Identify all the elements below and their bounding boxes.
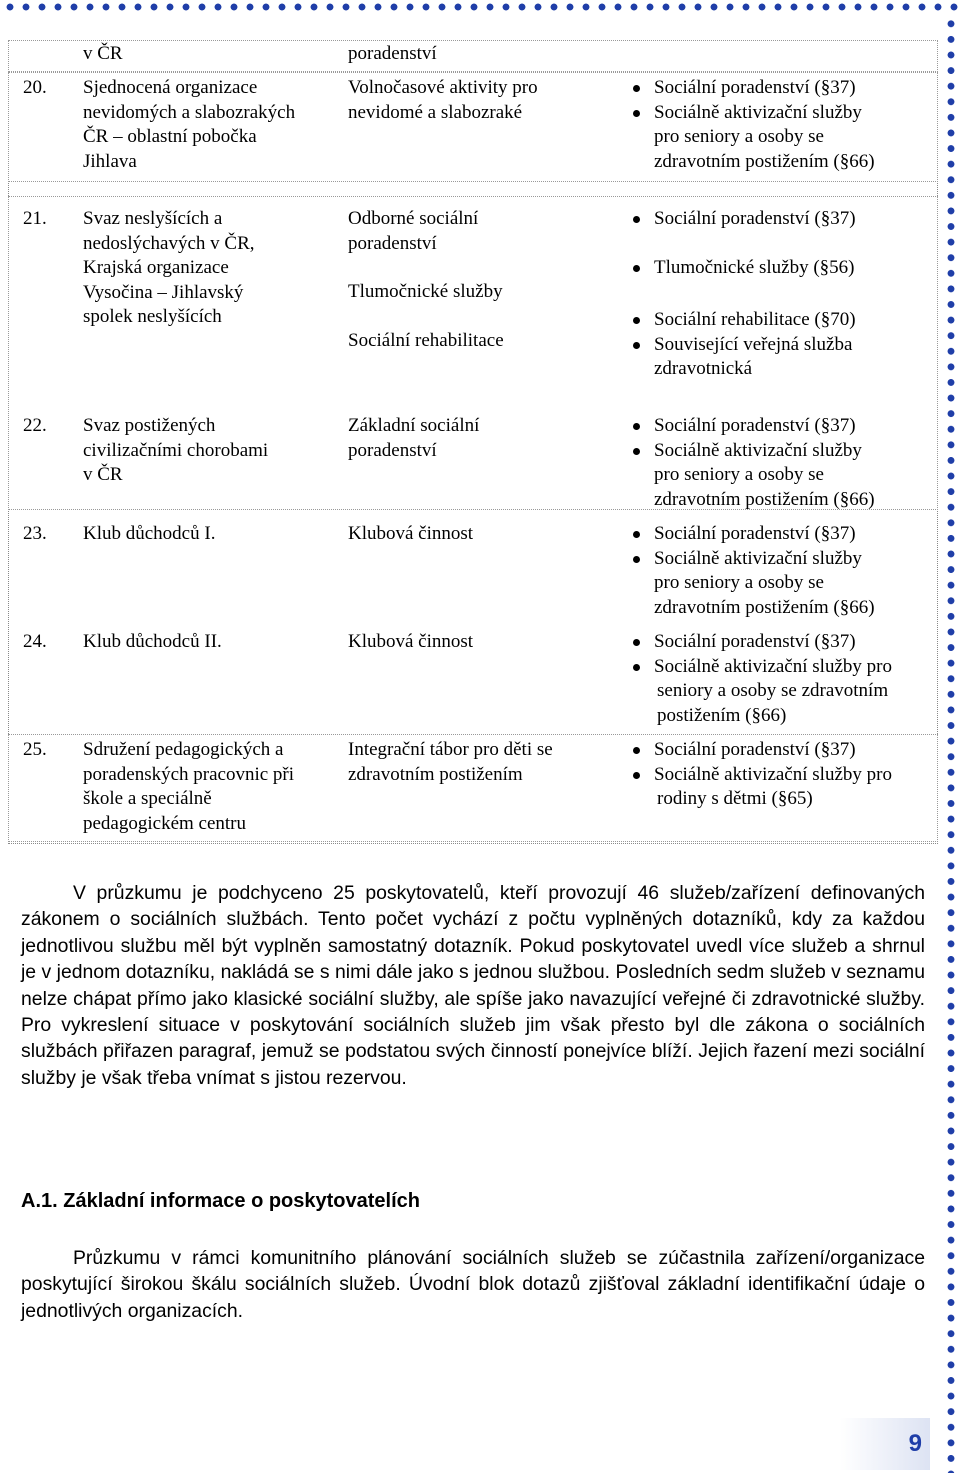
- row-number: 22.: [23, 415, 47, 436]
- list-item: Sociální poradenství (§37): [630, 76, 930, 101]
- org-name: v ČR: [83, 43, 123, 64]
- row-number: 21.: [23, 208, 47, 229]
- list-item: Tlumočnické služby (§56): [630, 256, 930, 281]
- decorative-dot-border-right: [942, 14, 960, 1473]
- service-name: Integrační tábor pro děti se zdravotním postižením: [348, 739, 553, 785]
- paragraph-list: Sociální poradenství (§37) Sociálně aktivizační služby pro seniory a osoby se zdravotním postižením (§66): [630, 630, 930, 728]
- org-name: Sdružení pedagogických a poradenských pracovnic při škole a speciálně pedagogickém centru: [83, 739, 295, 834]
- list-item: Sociální poradenství (§37): [630, 630, 930, 655]
- service-name: Základní sociální poradenství: [348, 415, 480, 461]
- row-number: 25.: [23, 739, 47, 760]
- list-item: Sociální rehabilitace (§70): [630, 308, 930, 333]
- list-item: Sociální poradenství (§37): [630, 522, 930, 547]
- list-item: Sociálně aktivizační služby: [630, 439, 930, 464]
- service-name: Klubová činnost: [348, 631, 474, 652]
- org-name: Klub důchodců II.: [83, 631, 222, 652]
- paragraph-list: Sociální poradenství (§37) Sociálně aktivizační služby pro seniory a osoby se zdravotním postižením (§66): [630, 522, 930, 620]
- row-number: 20.: [23, 77, 47, 98]
- list-item: Sociálně aktivizační služby: [630, 547, 930, 572]
- row-number: 23.: [23, 523, 47, 544]
- row-number: 24.: [23, 631, 47, 652]
- body-paragraph: Průzkumu v rámci komunitního plánování sociálních služeb se zúčastnila zařízení/organizace poskytující širokou škálu sociálních služeb. Úvodní blok dotazů zjišťoval základní identifikační údaje o jednotlivých organizacích.: [21, 1247, 925, 1322]
- list-item: Sociálně aktivizační služby: [630, 101, 930, 126]
- paragraph-list: Sociální poradenství (§37) Sociálně aktivizační služby pro seniory a osoby se zdravotním postižením (§66): [630, 414, 930, 512]
- service-name: Odborné sociální poradenství Tlumočnické služby Sociální rehabilitace: [348, 208, 504, 351]
- service-name: Volnočasové aktivity pro nevidomé a slabozraké: [348, 77, 538, 123]
- section-heading: A.1. Základní informace o poskytovatelích: [21, 1190, 421, 1212]
- list-item: Sociální poradenství (§37): [630, 414, 930, 439]
- org-name: Svaz postižených civilizačními chorobami v ČR: [83, 415, 269, 485]
- paragraph-list: Sociální poradenství (§37) Sociálně aktivizační služby pro seniory a osoby se zdravotním postižením (§66): [630, 76, 930, 174]
- page-number-box: [840, 1418, 930, 1470]
- service-name: Klubová činnost: [348, 523, 474, 544]
- list-item: Sociálně aktivizační služby pro: [630, 655, 930, 680]
- service-name: poradenství: [348, 43, 437, 64]
- org-name: Svaz neslyšících a nedoslýchavých v ČR, Krajská organizace Vysočina – Jihlavský spolek neslyšících: [83, 208, 255, 327]
- decorative-dot-border-top: [0, 0, 960, 14]
- org-name: Klub důchodců I.: [83, 523, 216, 544]
- paragraph-list: Sociální poradenství (§37) Tlumočnické služby (§56) Sociální rehabilitace (§70) Související veřejná služba zdravotnická: [630, 207, 930, 382]
- org-name: Sjednocená organizace nevidomých a slabozrakých ČR – oblastní pobočka Jihlava: [83, 77, 296, 172]
- list-item: Sociální poradenství (§37): [630, 207, 930, 232]
- list-item: Související veřejná služba: [630, 333, 930, 358]
- list-item: Sociální poradenství (§37): [630, 738, 930, 763]
- body-paragraph: V průzkumu je podchyceno 25 poskytovatelů, kteří provozují 46 služeb/zařízení definovaných zákonem o sociálních službách. Tento počet vychází z počtu vyplněných dotazníků, kdy za každou jednotlivou službu měl být vyplněn samostatný dotazník. Pokud poskytovatel uvedl více služeb a shrnul je v jednom dotazníku, nakládá se s nimi dále jako s jednou službou. Posledních sedm služeb v seznamu nelze chápat přímo jako klasické sociální služby, ale spíše jako navazující veřejné či zdravotnické služby. Pro vykreslení situace v poskytování sociálních služeb jim však přesto byl dle zákona o sociálních službách přiřazen paragraf, jemuž se podstatou svých činností ponejvíce blíží. Jejich řazení mezi sociální služby je však třeba vnímat s jistou rezervou.: [21, 882, 925, 1089]
- list-item: Sociálně aktivizační služby pro: [630, 763, 930, 788]
- page-number: 9: [908, 1430, 922, 1457]
- paragraph-list: Sociální poradenství (§37) Sociálně aktivizační služby pro rodiny s dětmi (§65): [630, 738, 930, 812]
